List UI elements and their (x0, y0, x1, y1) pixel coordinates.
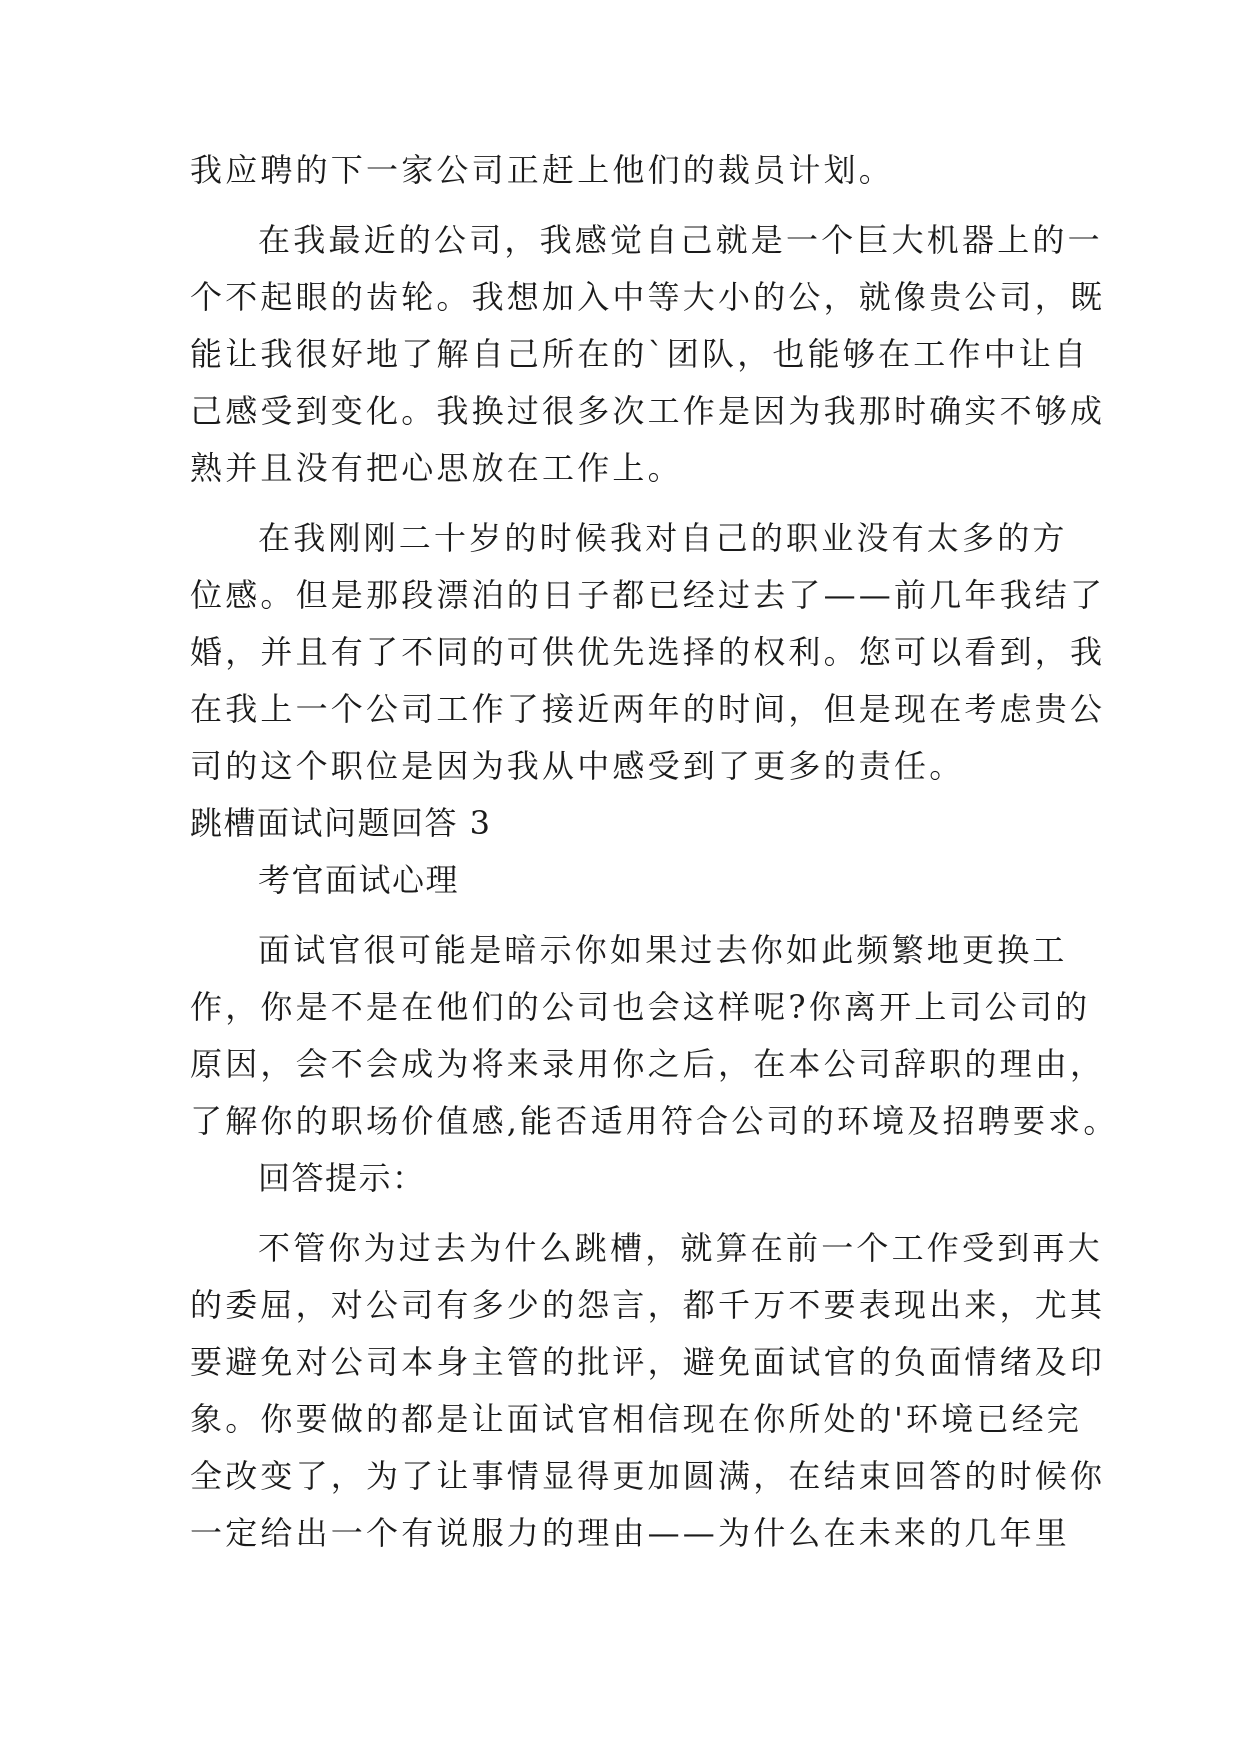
paragraph-line: 熟并且没有把心思放在工作上。 (190, 449, 683, 487)
paragraph-line: 婚，并且有了不同的可供优先选择的权利。您可以看到，我 (190, 633, 1106, 671)
paragraph-line: 象。你要做的都是让面试官相信现在你所处的'环境已经完 (190, 1400, 1082, 1438)
paragraph-line: 个不起眼的齿轮。我想加入中等大小的公，就像贵公司，既 (190, 278, 1106, 316)
paragraph-line: 在我刚刚二十岁的时候我对自己的职业没有太多的方 (258, 519, 1068, 557)
paragraph-line: 位感。但是那段漂泊的日子都已经过去了——前几年我结了 (190, 576, 1106, 614)
paragraph-line: 面试官很可能是暗示你如果过去你如此频繁地更换工 (258, 931, 1068, 969)
paragraph-line: 在我上一个公司工作了接近两年的时间，但是现在考虑贵公 (190, 690, 1106, 728)
paragraph-line: 一定给出一个有说服力的理由——为什么在未来的几年里 (190, 1514, 1071, 1552)
subsection-heading: 考官面试心理 (258, 861, 460, 899)
paragraph-line: 己感受到变化。我换过很多次工作是因为我那时确实不够成 (190, 392, 1106, 430)
paragraph-line: 不管你为过去为什么跳槽，就算在前一个工作受到再大 (258, 1229, 1103, 1267)
paragraph-line: 在我最近的公司，我感觉自己就是一个巨大机器上的一 (258, 221, 1103, 259)
paragraph-line: 能让我很好地了解自己所在的`团队，也能够在工作中让自 (190, 335, 1090, 373)
section-heading: 跳槽面试问题回答 3 (190, 804, 492, 842)
paragraph-line: 我应聘的下一家公司正赶上他们的裁员计划。 (190, 151, 895, 189)
paragraph-line: 作，你是不是在他们的公司也会这样呢?你离开上司公司的 (190, 988, 1091, 1026)
paragraph-line: 的委屈，对公司有多少的怨言，都千万不要表现出来，尤其 (190, 1286, 1106, 1324)
paragraph-line: 司的这个职位是因为我从中感受到了更多的责任。 (190, 747, 965, 785)
paragraph-line: 全改变了，为了让事情显得更加圆满，在结束回答的时候你 (190, 1457, 1106, 1495)
paragraph-line: 原因，会不会成为将来录用你之后，在本公司辞职的理由， (190, 1045, 1106, 1083)
subsection-heading: 回答提示： (258, 1159, 426, 1197)
paragraph-line: 要避免对公司本身主管的批评，避免面试官的负面情绪及印 (190, 1343, 1106, 1381)
paragraph-line: 了解你的职场价值感,能否适用符合公司的环境及招聘要求。 (190, 1102, 1119, 1140)
